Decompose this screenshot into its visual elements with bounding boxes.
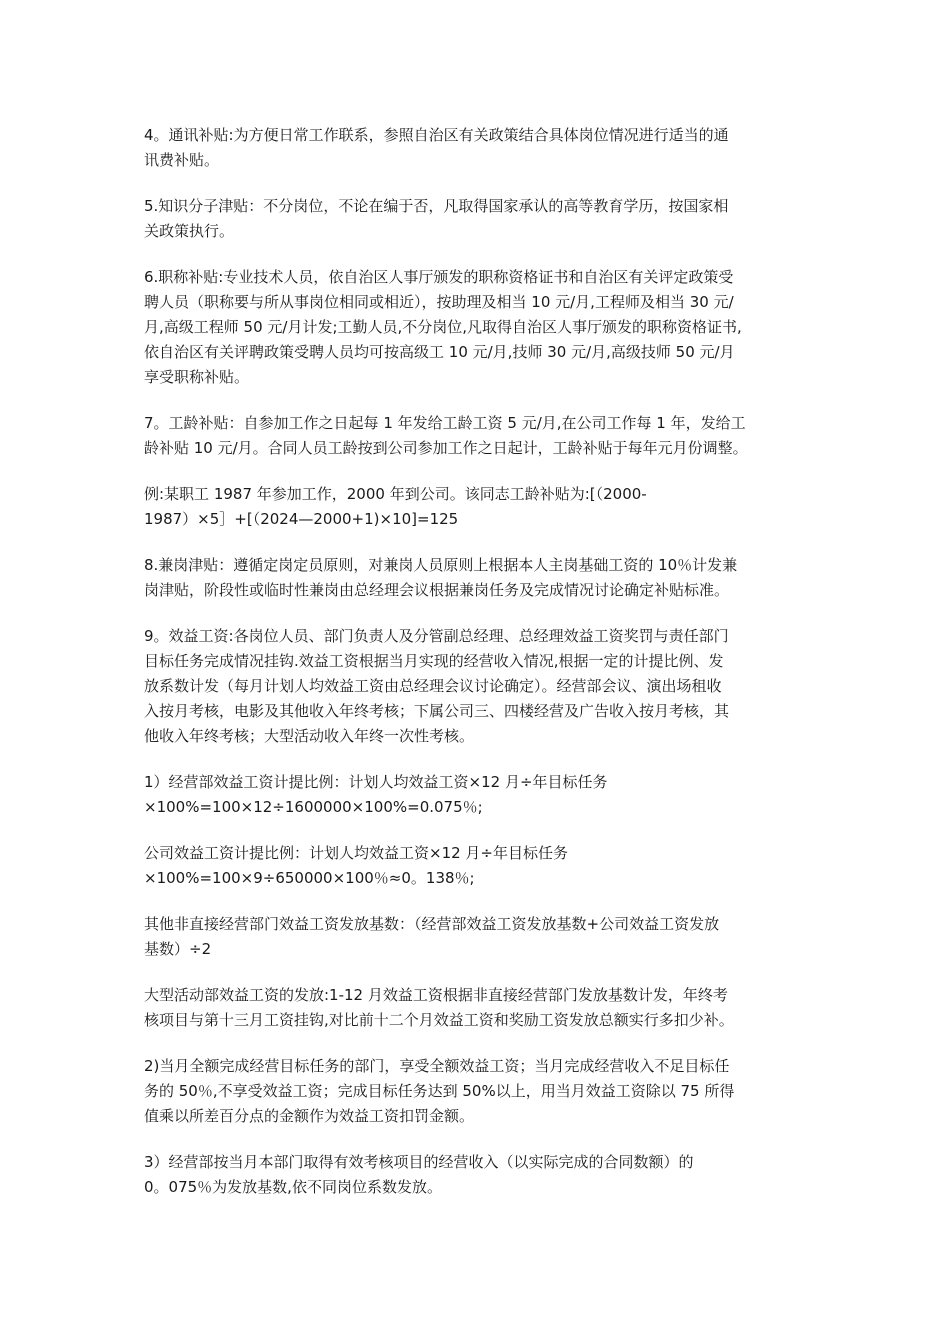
text-line: 其他非直接经营部门效益工资发放基数：（经营部效益工资发放基数+公司效益工资发放 (144, 915, 720, 933)
text-line: 6.职称补贴:专业技术人员，依自治区人事厅颁发的职称资格证书和自治区有关评定政策受 (144, 268, 734, 286)
paragraph-p6 (144, 265, 816, 390)
text-line: 0。075％为发放基数,依不同岗位系数发放。 (144, 1178, 442, 1196)
text-line: 岗津贴，阶段性或临时性兼岗由总经理会议根据兼岗任务及完成情况讨论确定补贴标准。 (144, 581, 730, 599)
text-line: 例:某职工 1987 年参加工作，2000 年到公司。该同志工龄补贴为:[（2000- (144, 485, 647, 503)
text-line: 基数）÷2 (144, 940, 212, 958)
text-line: 关政策执行。 (144, 222, 235, 240)
text-line: 5.知识分子津贴：不分岗位，不论在编于否，凡取得国家承认的高等教育学历，按国家相 (144, 197, 729, 215)
text-line: 1987）×5］+[（2024—2000+1)×10]=125 (144, 510, 459, 528)
paragraph-p8 (144, 553, 816, 603)
text-line: 享受职称补贴。 (144, 368, 250, 386)
document-body (144, 123, 816, 1221)
text-line: 8.兼岗津贴：遵循定岗定员原则，对兼岗人员原则上根据本人主岗基础工资的 10％计发兼 (144, 556, 738, 574)
text-line: 1）经营部效益工资计提比例：计划人均效益工资×12 月÷年目标任务 (144, 773, 608, 791)
text-line: 4。通讯补贴:为方便日常工作联系，参照自治区有关政策结合具体岗位情况进行适当的通 (144, 126, 729, 144)
text-line: 月,高级工程师 50 元/月计发;工勤人员,不分岗位,凡取得自治区人事厅颁发的职称资格证书, (144, 318, 742, 336)
text-line: 公司效益工资计提比例：计划人均效益工资×12 月÷年目标任务 (144, 844, 568, 862)
text-line: 大型活动部效益工资的发放:1-12 月效益工资根据非直接经营部门发放基数计发，年终考 (144, 986, 728, 1004)
paragraph-p9-1 (144, 770, 816, 820)
text-line: 务的 50％,不享受效益工资；完成目标任务达到 50%以上，用当月效益工资除以 75 所得 (144, 1082, 735, 1100)
paragraph-p4 (144, 123, 816, 173)
text-line: 他收入年终考核；大型活动收入年终一次性考核。 (144, 727, 475, 745)
paragraph-p9-3 (144, 1150, 816, 1200)
text-line: 值乘以所差百分点的金额作为效益工资扣罚金额。 (144, 1107, 475, 1125)
paragraph-p9-company (144, 841, 816, 891)
text-line: 9。效益工资:各岗位人员、部门负责人及分管副总经理、总经理效益工资奖罚与责任部门 (144, 627, 729, 645)
paragraph-p9-other (144, 912, 816, 962)
text-line: ×100%=100×9÷650000×100％≈0。138％; (144, 869, 475, 887)
paragraph-p7-example (144, 482, 816, 532)
text-line: 2)当月全额完成经营目标任务的部门，享受全额效益工资；当月完成经营收入不足目标任 (144, 1057, 730, 1075)
text-line: 7。工龄补贴：自参加工作之日起每 1 年发给工龄工资 5 元/月,在公司工作每 1 年，发给工 (144, 414, 746, 432)
text-line: 龄补贴 10 元/月。合同人员工龄按到公司参加工作之日起计，工龄补贴于每年元月份调整。 (144, 439, 748, 457)
text-line: 讯费补贴。 (144, 151, 220, 169)
paragraph-p9 (144, 624, 816, 749)
text-line: 放系数计发（每月计划人均效益工资由总经理会议讨论确定）。经营部会议、演出场租收 (144, 677, 722, 695)
text-line: ×100%=100×12÷1600000×100%=0.075％; (144, 798, 483, 816)
text-line: 依自治区有关评聘政策受聘人员均可按高级工 10 元/月,技师 30 元/月,高级技师 50 元/月 (144, 343, 735, 361)
text-line: 入按月考核，电影及其他收入年终考核；下属公司三、四楼经营及广告收入按月考核，其 (144, 702, 730, 720)
paragraph-p9-large (144, 983, 816, 1033)
paragraph-p5 (144, 194, 816, 244)
text-line: 目标任务完成情况挂钩.效益工资根据当月实现的经营收入情况,根据一定的计提比例、发 (144, 652, 724, 670)
text-line: 聘人员（职称要与所从事岗位相同或相近），按助理及相当 10 元/月,工程师及相当 30 元/ (144, 293, 734, 311)
paragraph-p9-2 (144, 1054, 816, 1129)
text-line: 3）经营部按当月本部门取得有效考核项目的经营收入（以实际完成的合同数额）的 (144, 1153, 694, 1171)
paragraph-p7 (144, 411, 816, 461)
text-line: 核项目与第十三月工资挂钩,对比前十二个月效益工资和奖励工资发放总额实行多扣少补。 (144, 1011, 734, 1029)
